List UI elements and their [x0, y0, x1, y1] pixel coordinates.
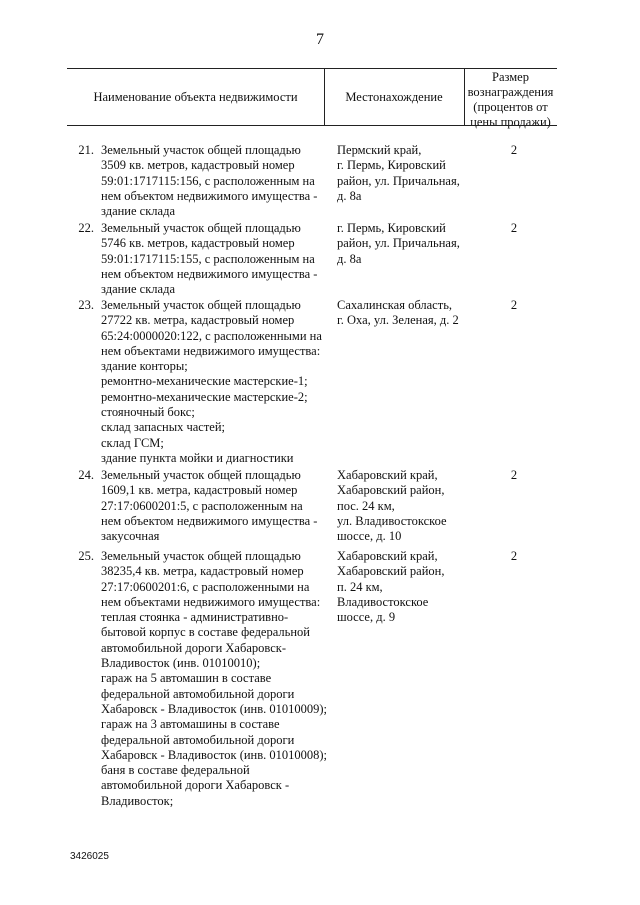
row-description: Земельный участок общей площадью 27722 кв. метра, кадастровый номер 65:24:0000020:122, с расположенными на нем объектами недвижимого имущества: здание конторы; ремонтно-механические мастерские-1; ремонтно-механические мастерские-2; стояночный бокс; склад запасных частей; склад ГСМ; здание пункта мойки и диагностики [101, 298, 322, 465]
row-description: Земельный участок общей площадью 1609,1 кв. метра, кадастровый номер 27:17:0600201:5, с расположенным на нем объектом недвижимого имущества - закусочная [101, 468, 318, 544]
row-location: Хабаровский край, Хабаровский район, пос. 24 км, ул. Владивостокское шоссе, д. 10 [337, 468, 447, 544]
row-number: 25. [78, 549, 94, 563]
row-description: Земельный участок общей площадью 38235,4 кв. метра, кадастровый номер 27:17:0600201:6, с расположенными на нем объектами недвижимого имущества: теплая стоянка - административно- бытовой корпус в составе федеральной автомобильной дороги Хабаровск- Владивосток (инв. 01010010); гараж на 5 автомашин в составе федеральной автомобильной дороги Хабаровск - Владивосток (инв. 01010009); гараж на 3 автомашины в составе федеральной автомобильной дороги Хабаровск - Владивосток (инв. 01010008); баня в составе федеральной автомобильной дороги Хабаровск - Владивосток; [101, 549, 328, 808]
row-reward: 2 [510, 549, 518, 563]
row-location: Пермский край, г. Пермь, Кировский район, ул. Причальная, д. 8а [337, 143, 460, 203]
page-number: 7 [316, 31, 324, 48]
row-number: 22. [78, 221, 94, 235]
row-description: Земельный участок общей площадью 5746 кв. метров, кадастровый номер 59:01:1717115:155, с расположенным на нем объектом недвижимого имущества - здание склада [101, 221, 318, 297]
header-top-rule [67, 68, 557, 69]
row-location: Хабаровский край, Хабаровский район, п. 24 км, Владивостокское шоссе, д. 9 [337, 549, 445, 625]
header-reward: Размер вознаграждения (процентов от цены продажи) [467, 70, 554, 129]
row-reward: 2 [510, 468, 518, 482]
header-name: Наименование объекта недвижимости [93, 90, 298, 104]
row-reward: 2 [510, 298, 518, 312]
document-code: 3426025 [70, 851, 109, 862]
row-location: Сахалинская область, г. Оха, ул. Зеленая, д. 2 [337, 298, 459, 328]
row-number: 24. [78, 468, 94, 482]
row-reward: 2 [510, 143, 518, 157]
header-bottom-rule [67, 125, 557, 126]
table-header [0, 0, 640, 130]
row-reward: 2 [510, 221, 518, 235]
row-number: 23. [78, 298, 94, 312]
row-description: Земельный участок общей площадью 3509 кв. метров, кадастровый номер 59:01:1717115:156, с расположенным на нем объектом недвижимого имущества - здание склада [101, 143, 318, 219]
row-location: г. Пермь, Кировский район, ул. Причальная, д. 8а [337, 221, 460, 266]
header-location: Местонахождение [345, 90, 443, 104]
row-number: 21. [78, 143, 94, 157]
